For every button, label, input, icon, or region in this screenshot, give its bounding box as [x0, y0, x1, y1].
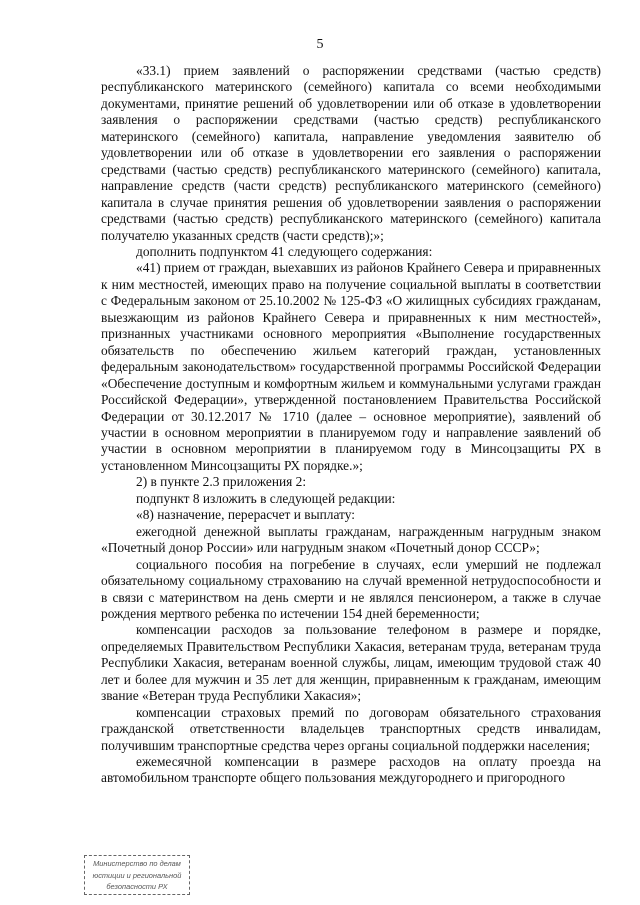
paragraph-donor-payment: ежегодной денежной выплаты гражданам, награжденным нагрудным знаком «Почетный донор России» или нагрудным знаком «Почетный донор СССР»; — [101, 523, 601, 556]
page-number: 5 — [316, 37, 324, 52]
paragraph-8: «8) назначение, перерасчет и выплату: — [136, 507, 355, 523]
paragraph-insurance-compensation: компенсации страховых премий по договорам обязательного страхования гражданской ответственности владельцев транспортных средств инвалидам, получившим транспортные средства через органы социальной поддержки населения; — [101, 704, 601, 753]
paragraph-41: «41) прием от граждан, выехавших из районов Крайнего Севера и приравненных к ним местностей, имеющих право на получение социальной выплаты в соответствии с Федеральным законом от 25.10.2002 № 125-ФЗ «О жилищных субсидиях гражданам, выезжающим из районов Крайнего Севера и приравненных к ним местностей», признанных участниками основного мероприятия «Выполнение государственных обязательств по обеспечению жильем категорий граждан, установленных федеральным законодательством» государственной программы Российской Федерации «Обеспечение доступным и комфортным жильем и коммунальными услугами граждан Российской Федерации», утвержденной постановлением Правительства Российской Федерации от 30.12.2017 № 1710 (далее – основное мероприятие), заявлений об участии в основном мероприятии в планируемом году и направление заявлений об участии в основном мероприятии в планируемом году в Минсоцзащиты РХ в установленном Минсоцзащиты РХ порядке.»; — [101, 260, 601, 473]
paragraph-add-subitem-41: дополнить подпунктом 41 следующего содержания: — [136, 243, 433, 259]
stamp-line-2: юстиции и региональной — [92, 870, 182, 880]
paragraph-item-2: 2) в пункте 2.3 приложения 2: — [136, 474, 307, 490]
document-body — [101, 63, 601, 787]
paragraph-33-1: «33.1) прием заявлений о распоряжении средствами (частью средств) республиканского материнского (семейного) капитала со всеми необходимыми документами, принятие решений об удовлетворении или об отказе в удовлетворении заявления о распоряжении средствами (частью средств) республиканского материнского (семейного) капитала, направление уведомления заявителю об удовлетворении или об отказе в удовлетворении его заявления о распоряжении средствами (частью средств) республиканского материнского (семейного) капитала, направление средств (части средств) республиканского материнского (семейного) капитала в случае принятия решения об удовлетворении заявления о распоряжении средствами (частью средств) республиканского материнского (семейного) капитала получателю указанных средств (части средств);»; — [101, 63, 601, 243]
stamp-line-1: Министерство по делам — [93, 859, 181, 868]
paragraph-burial-allowance: социального пособия на погребение в случаях, если умерший не подлежал обязательному социальному страхованию на случай временной нетрудоспособности и в связи с материнством на день смерти и не являлся пенсионером, а также в случае рождения мертвого ребенка по истечении 154 дней беременности; — [101, 556, 601, 621]
paragraph-phone-compensation: компенсации расходов за пользование телефоном в размере и порядке, определяемых Правительством Республики Хакасия, ветеранам труда, ветеранам труда Республики Хакасия, ветеранам военной службы, лицам, имеющим трудовой стаж 40 лет и более для мужчин и 35 лет для женщин, приравненным к гражданам, имеющим звание «Ветеран труда Республики Хакасия»; — [101, 622, 601, 704]
stamp-line-3: безопасности РХ — [106, 882, 168, 891]
registration-stamp — [84, 855, 190, 895]
paragraph-subitem-8-intro: подпункт 8 изложить в следующей редакции: — [136, 490, 396, 506]
paragraph-transport-compensation: ежемесячной компенсации в размере расходов на оплату проезда на автомобильном транспорте общего пользования междугороднего и пригородного — [101, 754, 601, 786]
